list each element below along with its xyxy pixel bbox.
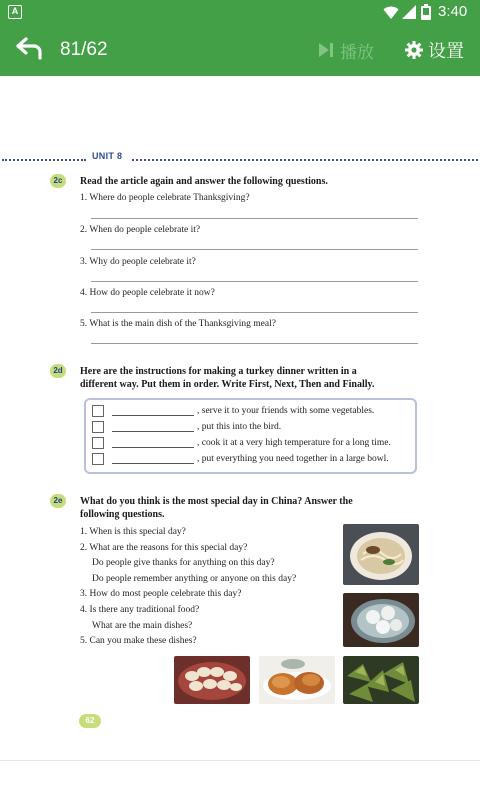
step-checkbox[interactable] <box>92 421 104 433</box>
answer-line <box>91 249 418 250</box>
section-badge-2e: 2e <box>50 494 66 508</box>
step-checkbox[interactable] <box>92 453 104 465</box>
unit-divider <box>0 156 480 164</box>
question-2e-5: 5. Can you make these dishes? <box>80 636 197 646</box>
step-checkbox[interactable] <box>92 405 104 417</box>
answer-line <box>91 281 418 282</box>
step-item <box>92 436 391 450</box>
question-2c-1: 1. Where do people celebrate Thanksgiving? <box>80 193 250 203</box>
step-item <box>92 452 389 466</box>
section-2d-heading-line2: different way. Put them in order. Write First, Next, Then and Finally. <box>80 379 375 390</box>
blank-line <box>112 454 194 464</box>
dumplings-photo <box>174 656 250 704</box>
question-2e-4: 4. Is there any traditional food? <box>80 605 200 615</box>
section-2e-heading-line1: What do you think is the most special day in China? Answer the <box>80 496 353 507</box>
page-indicator: 81/62 <box>60 39 108 60</box>
section-badge-2d: 2d <box>50 364 66 378</box>
section-2e-heading-line2: following questions. <box>80 509 165 520</box>
fried-cakes-photo <box>259 656 335 704</box>
question-2e-3: 3. How do most people celebrate this day? <box>80 589 242 599</box>
settings-button[interactable] <box>405 38 464 62</box>
section-badge-2c: 2c <box>50 174 66 188</box>
step-item <box>92 404 374 418</box>
back-button[interactable] <box>12 34 46 66</box>
step-text: , put everything you need together in a large bowl. <box>197 454 389 464</box>
question-2e-4a: What are the main dishes? <box>92 621 193 631</box>
question-2e-2a: Do people give thanks for anything on this day? <box>92 558 275 568</box>
blank-line <box>112 422 194 432</box>
signal-icon <box>402 4 416 20</box>
answer-line <box>91 343 418 344</box>
blank-line <box>112 438 194 448</box>
play-icon <box>318 42 334 58</box>
clock: 3:40 <box>438 3 468 20</box>
zongzi-photo <box>343 656 419 704</box>
answer-line <box>91 312 418 313</box>
play-button[interactable] <box>318 38 374 62</box>
page-number-badge: 62 <box>79 714 101 728</box>
wifi-icon <box>383 4 399 20</box>
question-2c-4: 4. How do people celebrate it now? <box>80 288 215 298</box>
status-bar <box>0 0 480 24</box>
noodle-soup-photo <box>343 524 419 585</box>
step-checkbox[interactable] <box>92 437 104 449</box>
settings-label: 设置 <box>428 41 464 61</box>
unit-label: UNIT 8 <box>92 151 123 161</box>
back-arrow-icon <box>12 34 46 66</box>
page-bottom-divider <box>0 760 480 761</box>
tangyuan-photo <box>343 593 419 647</box>
step-text: , put this into the bird. <box>197 422 282 432</box>
blank-line <box>112 406 194 416</box>
step-text: , cook it at a very high temperature for a long time. <box>197 438 391 448</box>
play-label: 播放 <box>340 42 374 62</box>
ordering-steps-box <box>84 398 417 474</box>
step-text: , serve it to your friends with some vegetables. <box>197 406 375 416</box>
section-2c-heading: Read the article again and answer the following questions. <box>80 176 328 187</box>
question-2c-2: 2. When do people celebrate it? <box>80 225 201 235</box>
book-page-viewer[interactable] <box>0 76 480 800</box>
battery-icon <box>421 4 431 20</box>
question-2e-2: 2. What are the reasons for this special day? <box>80 543 248 553</box>
app-toolbar <box>0 24 480 76</box>
question-2c-5: 5. What is the main dish of the Thanksgiving meal? <box>80 319 276 329</box>
question-2e-2b: Do people remember anything or anyone on this day? <box>92 574 297 584</box>
app-notification-icon: A <box>8 5 22 19</box>
section-2d-heading-line1: Here are the instructions for making a turkey dinner written in a <box>80 366 357 377</box>
question-2c-3: 3. Why do people celebrate it? <box>80 257 196 267</box>
step-item <box>92 420 281 434</box>
gear-icon <box>405 41 423 59</box>
question-2e-1: 1. When is this special day? <box>80 527 186 537</box>
answer-line <box>91 218 418 219</box>
